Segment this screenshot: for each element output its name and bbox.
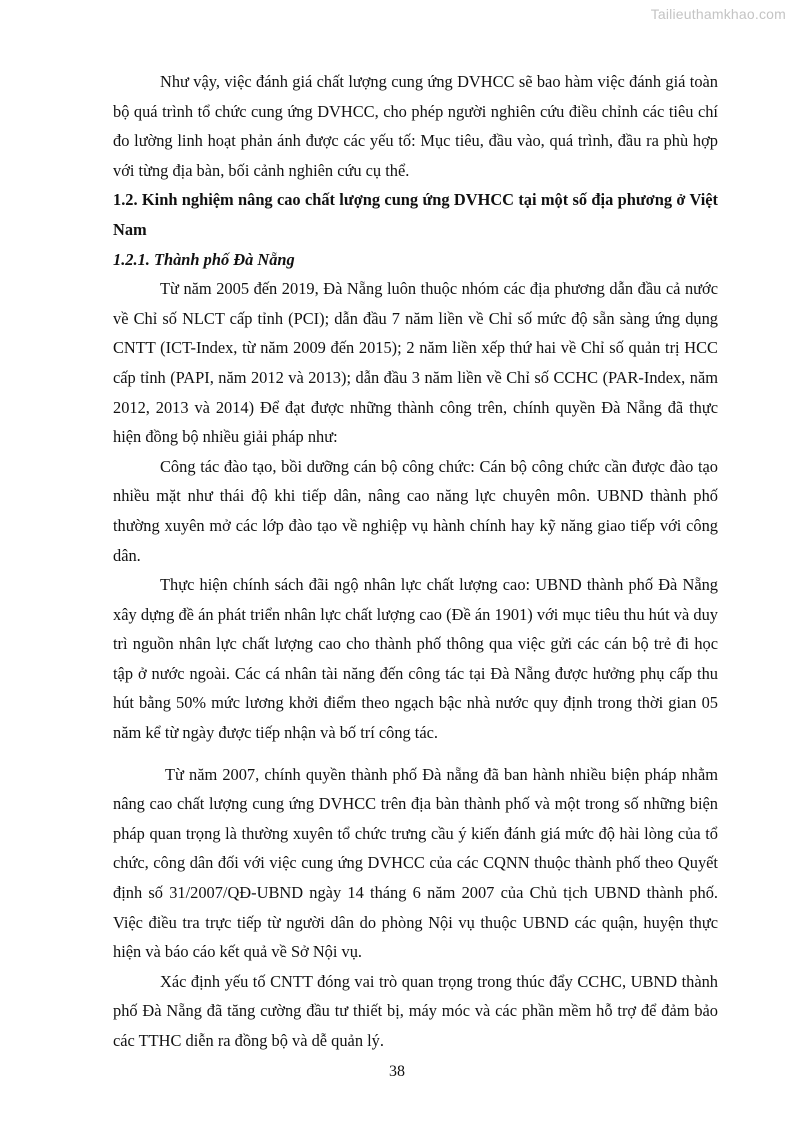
document-body <box>113 67 718 1056</box>
section-heading-1-2: 1.2. Kinh nghiệm nâng cao chất lượng cung ứng DVHCC tại một số địa phương ở Việt Nam <box>113 190 718 239</box>
watermark-text: Tailieuthamkhao.com <box>650 6 786 22</box>
paragraph-staff-training: Công tác đào tạo, bồi dưỡng cán bộ công chức: Cán bộ công chức cần được đào tạo nhiều mặt như thái độ khi tiếp dân, nâng cao năng lực chuyên môn. UBND thành phố thường xuyên mở các lớp đào tạo về nghiệp vụ hành chính hay kỹ năng giao tiếp với công dân. <box>113 456 718 565</box>
paragraph-it-investment: Xác định yếu tố CNTT đóng vai trò quan trọng trong thúc đẩy CCHC, UBND thành phố Đà Nẵng đã tăng cường đầu tư thiết bị, máy móc và các phần mềm hỗ trợ để đảm bảo các TTHC diễn ra đồng bộ và dễ quản lý. <box>113 971 718 1050</box>
paragraph-talent-policy: Thực hiện chính sách đãi ngộ nhân lực chất lượng cao: UBND thành phố Đà Nẵng xây dựng đề án phát triển nhân lực chất lượng cao (Đề án 1901) với mục tiêu thu hút và duy trì nguồn nhân lực chất lượng cao cho thành phố thông qua việc gửi các cán bộ trẻ đi học tập ở nước ngoài. Các cá nhân tài năng đến công tác tại Đà Nẵng được hưởng phụ cấp thu hút bằng 50% mức lương khởi điểm theo ngạch bậc nhà nước quy định trong thời gian 05 năm kể từ ngày được tiếp nhận và bố trí công tác. <box>113 575 718 743</box>
subsection-heading-1-2-1: 1.2.1. Thành phố Đà Nẵng <box>113 249 295 269</box>
paragraph-satisfaction-survey: Từ năm 2007, chính quyền thành phố Đà nẵng đã ban hành nhiều biện pháp nhằm nâng cao chất lượng cung ứng DVHCC trên địa bàn thành phố và một trong số những biện pháp quan trọng là thường xuyên tổ chức trưng cầu ý kiến đánh giá mức độ hài lòng của tổ chức, công dân đối với việc cung ứng DVHCC của các CQNN thuộc thành phố theo Quyết định số 31/2007/QĐ-UBND ngày 14 tháng 6 năm 2007 của Chủ tịch UBND thành phố. Việc điều tra trực tiếp từ người dân do phòng Nội vụ thuộc UBND các quận, huyện thực hiện và báo cáo kết quả về Sở Nội vụ. <box>113 764 718 962</box>
paragraph-da-nang-achievements: Từ năm 2005 đến 2019, Đà Nẵng luôn thuộc nhóm các địa phương dẫn đầu cả nước về Chỉ số NLCT cấp tỉnh (PCI); dẫn đầu 7 năm liền về Chỉ số mức độ sẵn sàng ứng dụng CNTT (ICT-Index, từ năm 2009 đến 2015); 2 năm liền xếp thứ hai về Chỉ số quản trị HCC cấp tỉnh (PAPI, năm 2012 và 2013); dẫn đầu 3 năm liền về Chỉ số CCHC (PAR-Index, năm 2012, 2013 và 2014) Để đạt được những thành công trên, chính quyền Đà Nẵng đã thực hiện đồng bộ nhiều giải pháp như: <box>113 279 718 447</box>
paragraph-evaluation-summary: Như vậy, việc đánh giá chất lượng cung ứng DVHCC sẽ bao hàm việc đánh giá toàn bộ quá trình tổ chức cung ứng DVHCC, cho phép người nghiên cứu điều chỉnh các tiêu chí đo lường linh hoạt phản ánh được các yếu tố: Mục tiêu, đầu vào, quá trình, đầu ra phù hợp với từng địa bàn, bối cảnh nghiên cứu cụ thể. <box>113 72 718 180</box>
page-number: 38 <box>389 1063 405 1080</box>
